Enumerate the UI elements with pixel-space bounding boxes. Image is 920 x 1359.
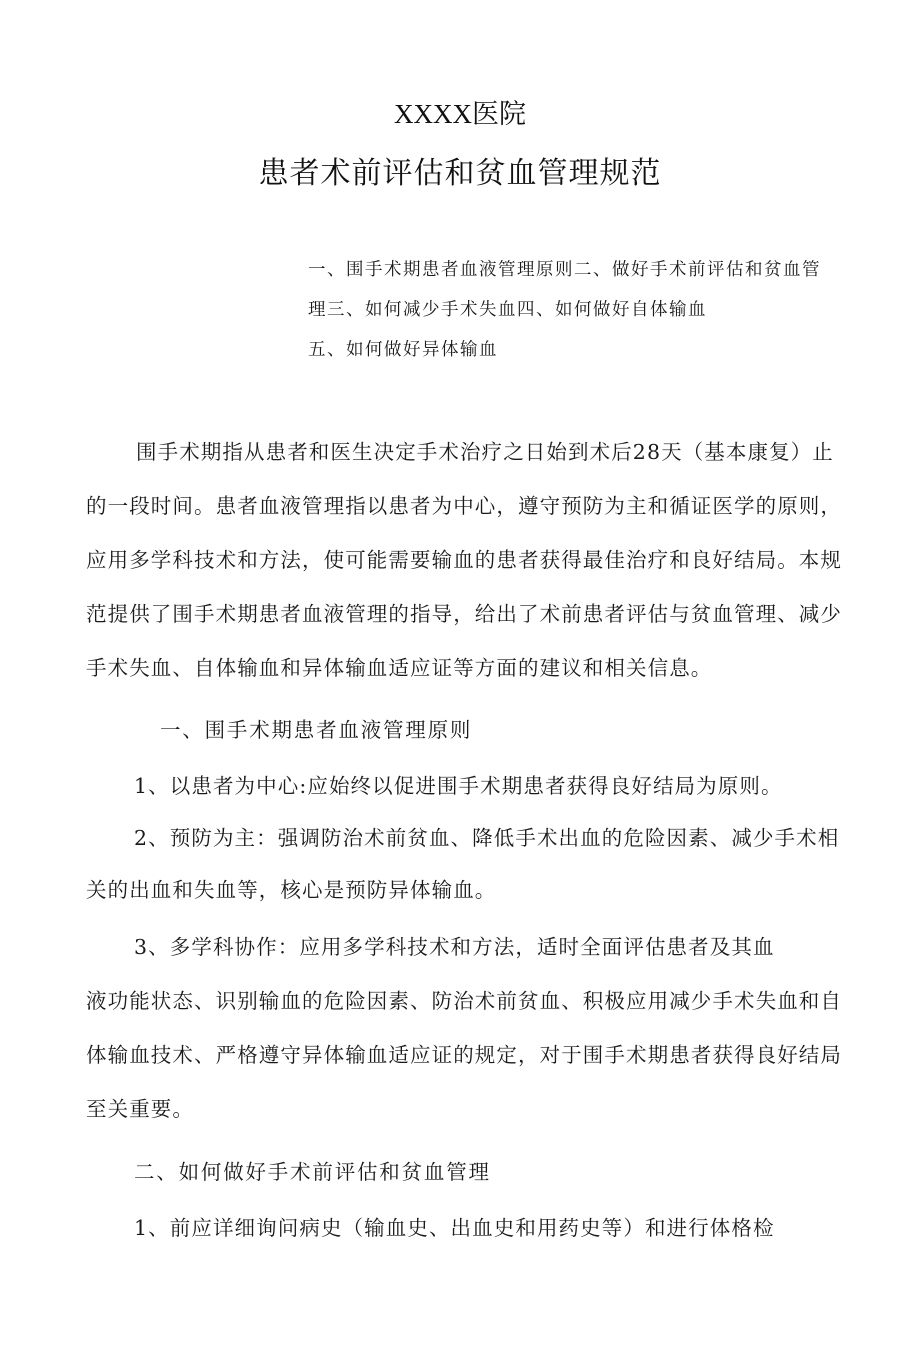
paragraph-line: 应用多学科技术和方法，使可能需要输血的患者获得最佳治疗和良好结局。本规	[86, 548, 842, 572]
list-item: 液功能状态、识别输血的危险因素、防治术前贫血、积极应用减少手术失血和自	[86, 989, 842, 1013]
toc-line: 五、如何做好异体输血	[308, 340, 498, 360]
list-item: 体输血技术、严格遵守异体输血适应证的规定，对于围手术期患者获得良好结局	[86, 1043, 842, 1067]
list-item: 3、多学科协作：应用多学科技术和方法，适时全面评估患者及其血	[134, 935, 775, 959]
list-item: 1、以患者为中心:应始终以促进围手术期患者获得良好结局为原则。	[134, 774, 783, 798]
document-title: 患者术前评估和贫血管理规范	[258, 156, 662, 191]
paragraph-line: 手术失血、自体输血和异体输血适应证等方面的建议和相关信息。	[86, 656, 713, 680]
toc-line: 理三、如何减少手术失血四、如何做好自体输血	[308, 300, 707, 320]
list-item: 1、前应详细询问病史（输血史、出血史和用药史等）和进行体格检	[134, 1216, 775, 1240]
paragraph-line: 范提供了围手术期患者血液管理的指导，给出了术前患者评估与贫血管理、减少	[86, 602, 842, 626]
list-item: 至关重要。	[86, 1097, 194, 1121]
toc-line: 一、围手术期患者血液管理原则二、做好手术前评估和贫血管	[308, 260, 821, 280]
paragraph-line: 的一段时间。患者血液管理指以患者为中心，遵守预防为主和循证医学的原则，	[86, 494, 842, 518]
section-heading: 一、围手术期患者血液管理原则	[160, 718, 473, 742]
section-heading: 二、如何做好手术前评估和贫血管理	[134, 1160, 491, 1184]
paragraph-line: 围手术期指从患者和医生决定手术治疗之日始到术后28天（基本康复）止	[136, 440, 834, 464]
list-item: 2、预防为主：强调防治术前贫血、降低手术出血的危险因素、减少手术相	[134, 826, 840, 850]
hospital-name: XXXX医院	[394, 99, 526, 129]
list-item: 关的出血和失血等，核心是预防异体输血。	[86, 878, 497, 902]
